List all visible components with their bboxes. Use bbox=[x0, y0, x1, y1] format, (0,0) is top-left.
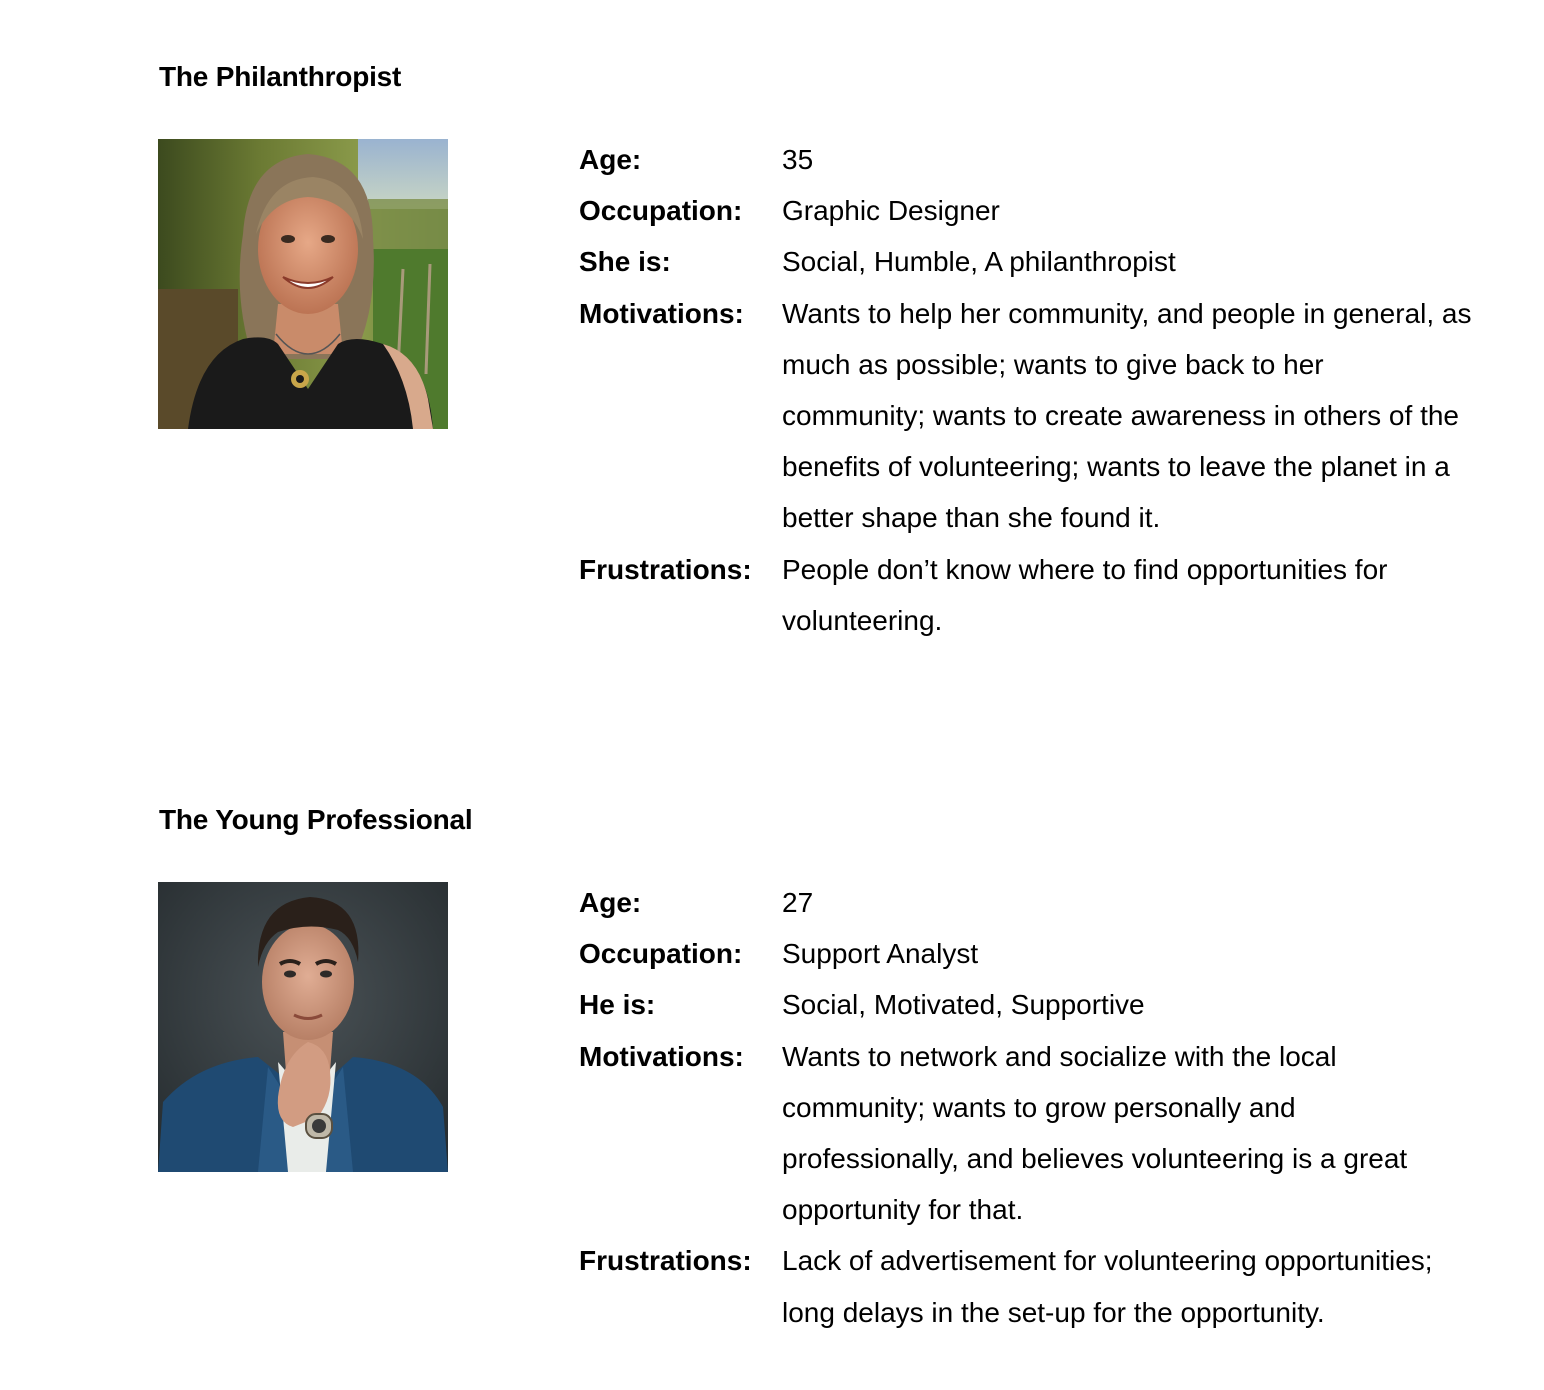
field-age bbox=[579, 877, 1479, 928]
persona-photo bbox=[158, 139, 448, 429]
field-motivations bbox=[579, 288, 1479, 544]
field-value: 35 bbox=[782, 144, 814, 175]
field-value: 27 bbox=[782, 887, 814, 918]
field-traits bbox=[579, 979, 1479, 1030]
field-frustrations bbox=[579, 1235, 1479, 1337]
field-frustrations bbox=[579, 544, 1479, 646]
field-label: Occupation: bbox=[579, 195, 743, 227]
field-value: People don’t know where to find opportunities for volunteering. bbox=[782, 553, 1388, 636]
field-value: Support Analyst bbox=[782, 938, 979, 970]
field-label: Frustrations: bbox=[579, 553, 752, 585]
field-label: Motivations: bbox=[579, 297, 744, 329]
field-label: He is: bbox=[579, 989, 656, 1021]
field-label: Motivations: bbox=[579, 1040, 744, 1072]
persona-details bbox=[579, 134, 1479, 646]
persona-title: The Philanthropist bbox=[159, 61, 402, 92]
persona-title: The Young Professional bbox=[159, 804, 473, 835]
field-value: Social, Motivated, Supportive bbox=[782, 989, 1145, 1021]
persona-details bbox=[579, 877, 1479, 1338]
field-value: Lack of advertisement for volunteering opportunities; long delays in the set-up for the opportunity. bbox=[782, 1245, 1433, 1328]
field-value: Graphic Designer bbox=[782, 195, 1000, 227]
field-value: Wants to network and socialize with the local community; wants to grow personally and professionally, and believes volunteering is a great opportunity for that. bbox=[782, 1040, 1408, 1226]
field-value: Wants to help her community, and people in general, as much as possible; wants to give back to her community; wants to create awareness in others of the benefits of volunteering; wants to leave the planet in a better shape than she found it. bbox=[782, 297, 1472, 534]
portrait-man-image bbox=[158, 882, 448, 1172]
field-label: Occupation: bbox=[579, 938, 743, 970]
field-motivations bbox=[579, 1031, 1479, 1236]
field-traits bbox=[579, 236, 1479, 287]
portrait-woman-image bbox=[158, 139, 448, 429]
field-label: Age: bbox=[579, 144, 642, 175]
field-label: Frustrations: bbox=[579, 1245, 752, 1277]
persona-photo bbox=[158, 882, 448, 1172]
field-occupation bbox=[579, 928, 1479, 979]
field-label: Age: bbox=[579, 887, 642, 918]
field-occupation bbox=[579, 185, 1479, 236]
field-value: Social, Humble, A philanthropist bbox=[782, 246, 1176, 278]
field-label: She is: bbox=[579, 246, 671, 278]
field-age bbox=[579, 134, 1479, 185]
